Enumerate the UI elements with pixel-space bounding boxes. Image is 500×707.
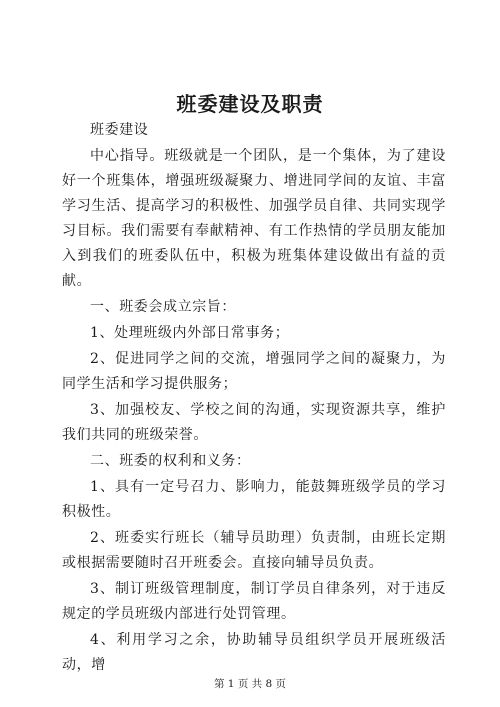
paragraph: 1、处理班级内外部日常事务； <box>90 325 290 341</box>
document-title: 班委建设及职责 <box>176 92 324 116</box>
paragraph: 班委建设 <box>90 122 149 138</box>
document-body <box>62 118 446 679</box>
paragraph: 二、班委的权利和义务： <box>90 453 251 469</box>
paragraph: 2、班委实行班长（辅导员助理）负责制，由班长定期或根据需要随时召开班委会。直接向辅导员负责。 <box>62 530 446 571</box>
paragraph: 4、利用学习之余，协助辅导员组织学员开展班级活动，增 <box>62 632 446 673</box>
paragraph: 3、加强校友、学校之间的沟通，实现资源共享，维护我们共同的班级荣誉。 <box>62 402 446 443</box>
paragraph: 2、促进同学之间的交流，增强同学之间的凝聚力，为同学生活和学习提供服务； <box>62 351 446 392</box>
paragraph: 中心指导。班级就是一个团队，是一个集体，为了建设好一个班集体，增强班级凝聚力、增进同学间的友谊、丰富学习生活、提高学习的积极性、加强学员自律、共同实现学习目标。我们需要有奉献精神、有工作热情的学员朋友能加入到我们的班委队伍中，积极为班集体建设做出有益的贡献。 <box>62 148 446 289</box>
paragraph: 1、具有一定号召力、影响力，能鼓舞班级学员的学习积极性。 <box>62 479 446 520</box>
page-footer: 第 1 页 共 8 页 <box>213 678 287 690</box>
paragraph: 3、制订班级管理制度，制订学员自律条列，对于违反规定的学员班级内部进行处罚管理。 <box>62 581 446 622</box>
paragraph: 一、班委会成立宗旨： <box>90 299 236 315</box>
